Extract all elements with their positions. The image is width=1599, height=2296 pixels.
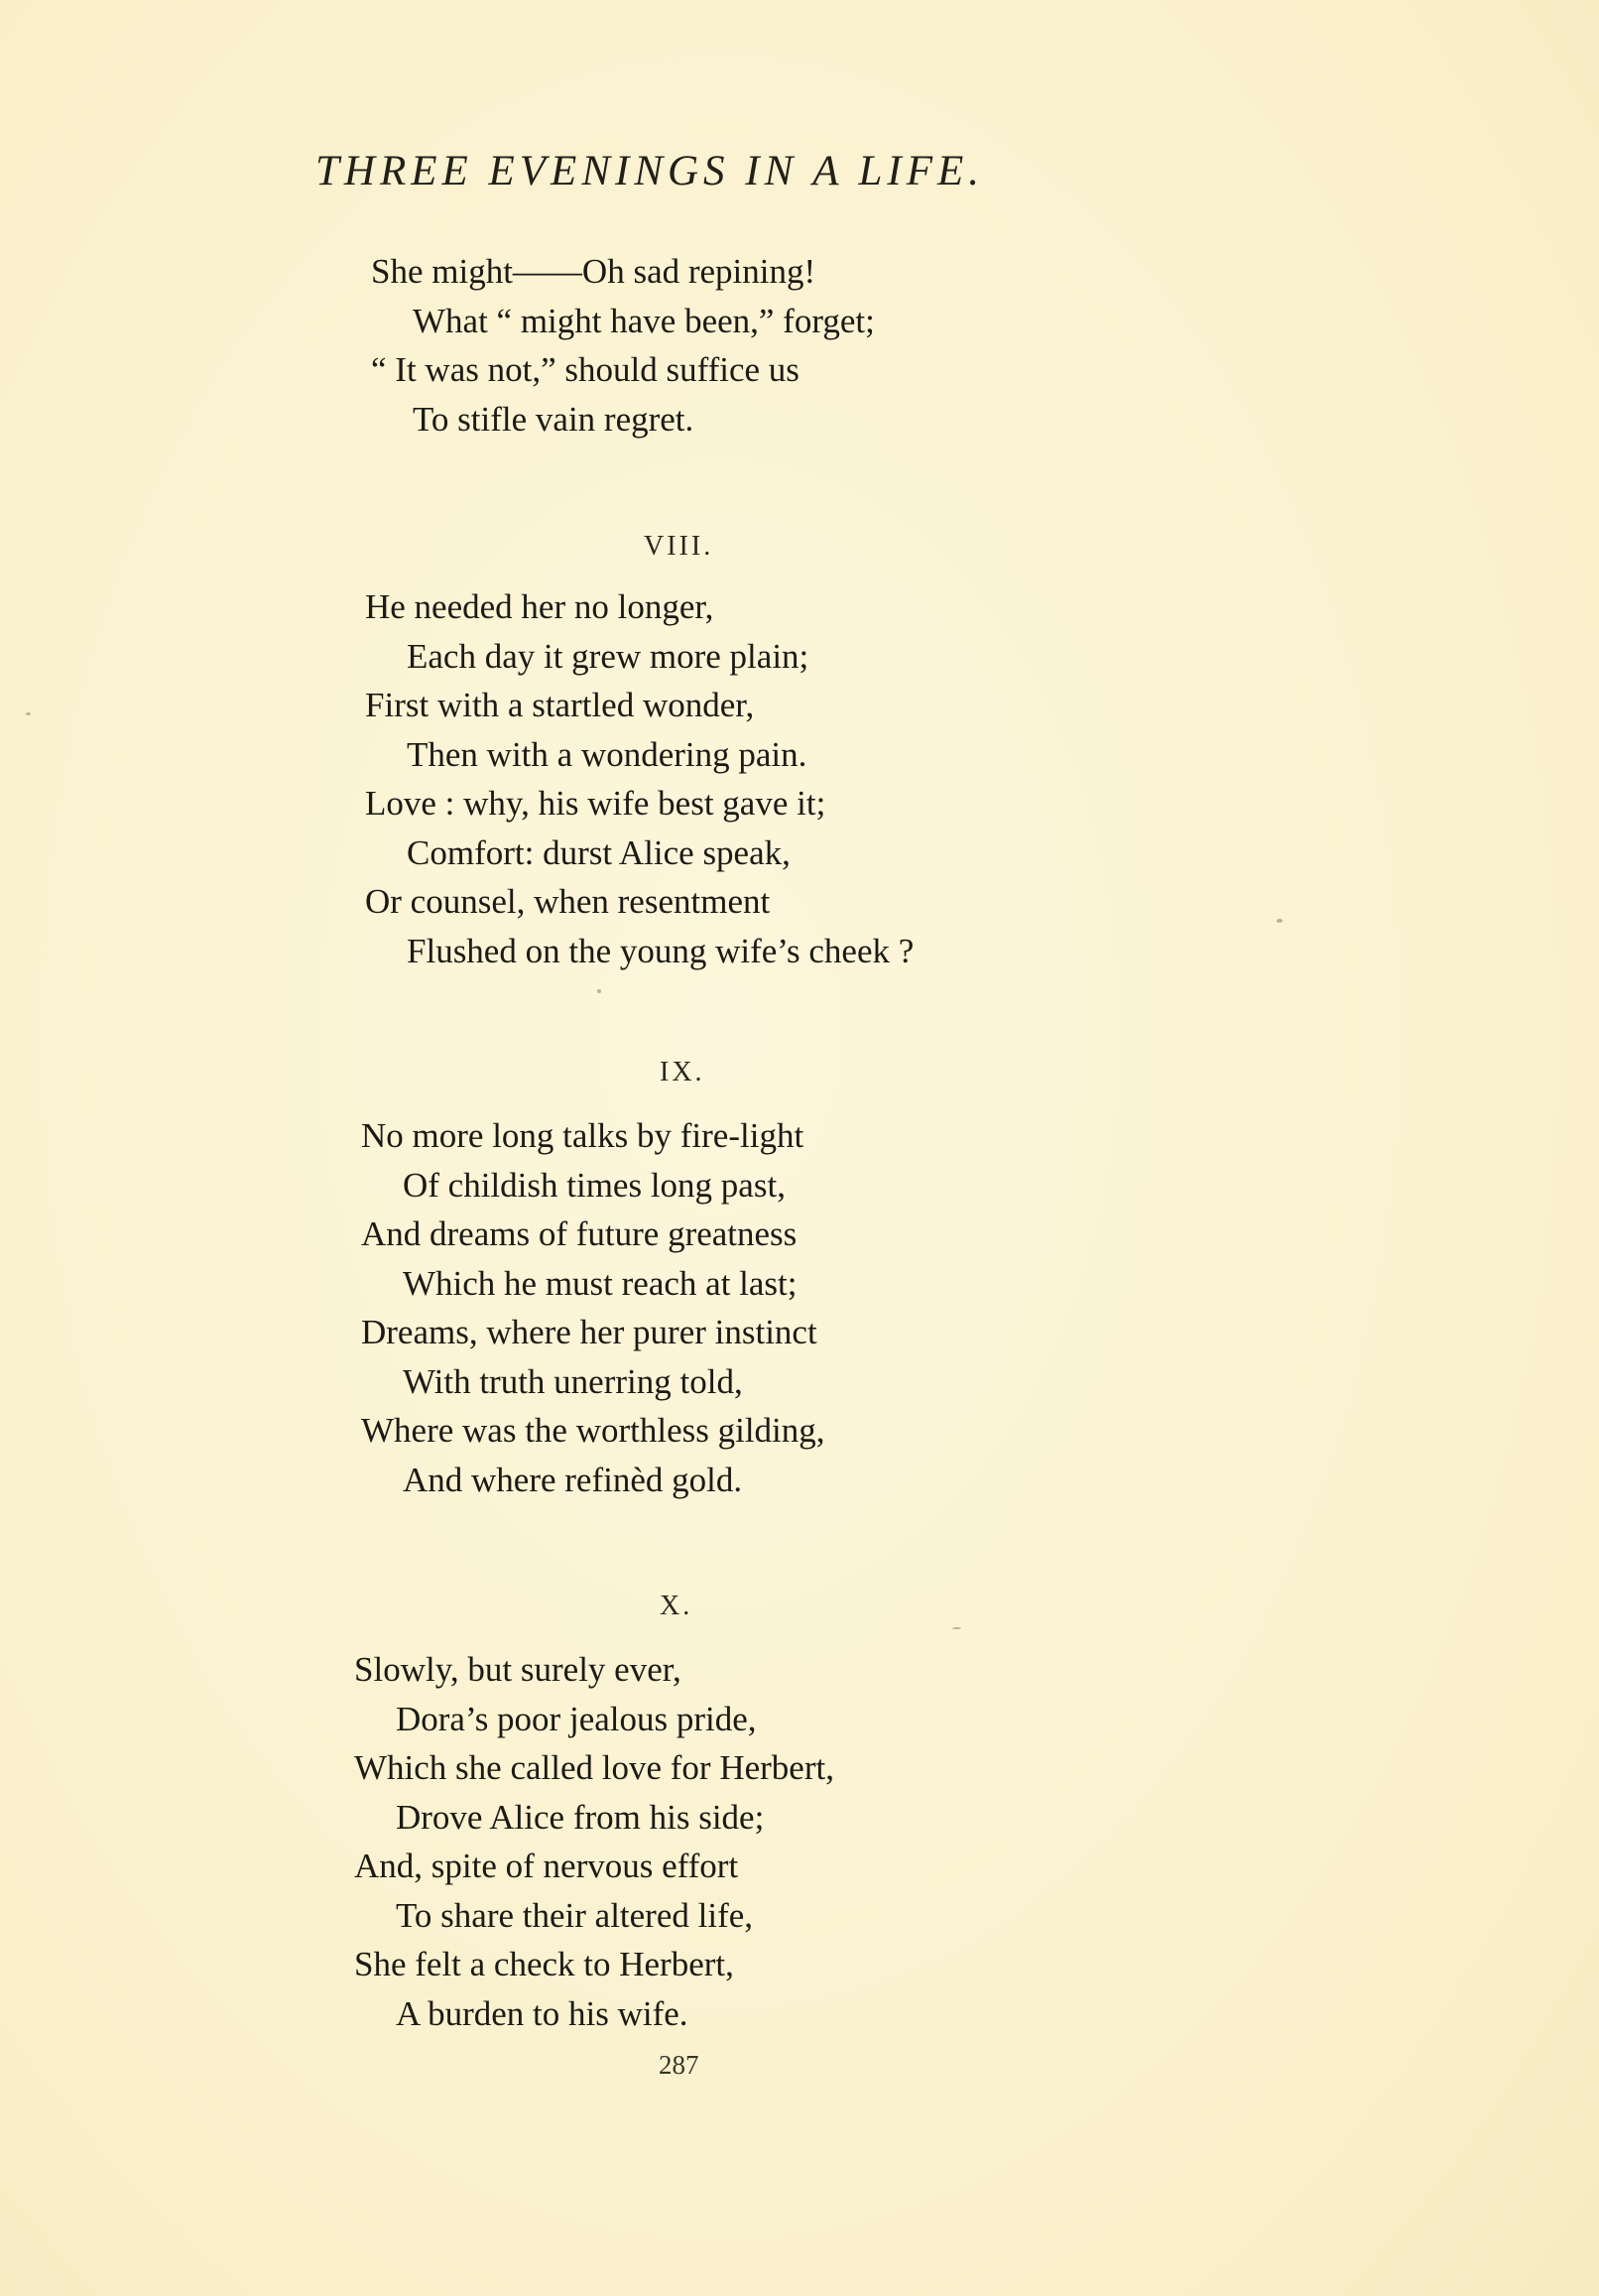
paper-speck [597,989,601,993]
poem-line: Flushed on the young wife’s cheek ? [407,931,915,970]
stanza-numeral-viii: VIII. [644,531,714,562]
stanza-numeral-x: X. [660,1591,693,1621]
stanza-numeral-ix: IX. [660,1057,705,1087]
poem-line: She might——Oh sad repining! [371,252,816,291]
stanza-ix [361,1111,825,1504]
poem-line: And dreams of future greatness [361,1214,798,1253]
poem-line: And, spite of nervous effort [354,1847,739,1885]
poem-line: “ It was not,” should suffice us [371,350,800,389]
poem-line: Dreams, where her purer instinct [361,1313,817,1351]
poem-line: With truth unerring told, [403,1361,743,1401]
paper-speck [1277,919,1283,923]
page-number: 287 [659,2050,699,2080]
poem-line: Love : why, his wife best gave it; [365,784,826,823]
poem-line: To share their altered life, [396,1895,754,1935]
poem-line: Then with a wondering pain. [407,734,807,774]
poem-line: Comfort: durst Alice speak, [407,832,791,872]
poem-line: Dora’s poor jealous pride, [396,1699,757,1738]
poem-line: What “ might have been,” forget; [413,301,875,340]
poem-line: Or counsel, when resentment [365,882,771,921]
poem-line: He needed her no longer, [365,587,714,626]
poem-line: Which he must reach at last; [403,1263,798,1303]
poem-line: Each day it grew more plain; [407,636,809,676]
poem-line: Where was the worthless gilding, [361,1411,825,1450]
stanza-viii [365,582,914,975]
poem-line: Of childish times long past, [403,1165,786,1205]
running-head: THREE EVENINGS IN A LIFE. [315,148,985,194]
poem-line: No more long talks by fire-light [361,1116,804,1155]
poem-line: And where refinèd gold. [403,1460,743,1499]
stanza-x [354,1645,834,2038]
poem-line: To stifle vain regret. [413,399,694,439]
stanza-continued [371,247,875,444]
paper-speck [26,712,31,715]
poem-line: A burden to his wife. [396,1993,688,2033]
poem-line: Which she called love for Herbert, [354,1748,834,1787]
poem-line: She felt a check to Herbert, [354,1945,734,1983]
poem-line: Slowly, but surely ever, [354,1650,681,1689]
poem-line: First with a startled wonder, [365,686,755,724]
paper-speck [952,1627,961,1629]
poem-line: Drove Alice from his side; [396,1797,765,1837]
